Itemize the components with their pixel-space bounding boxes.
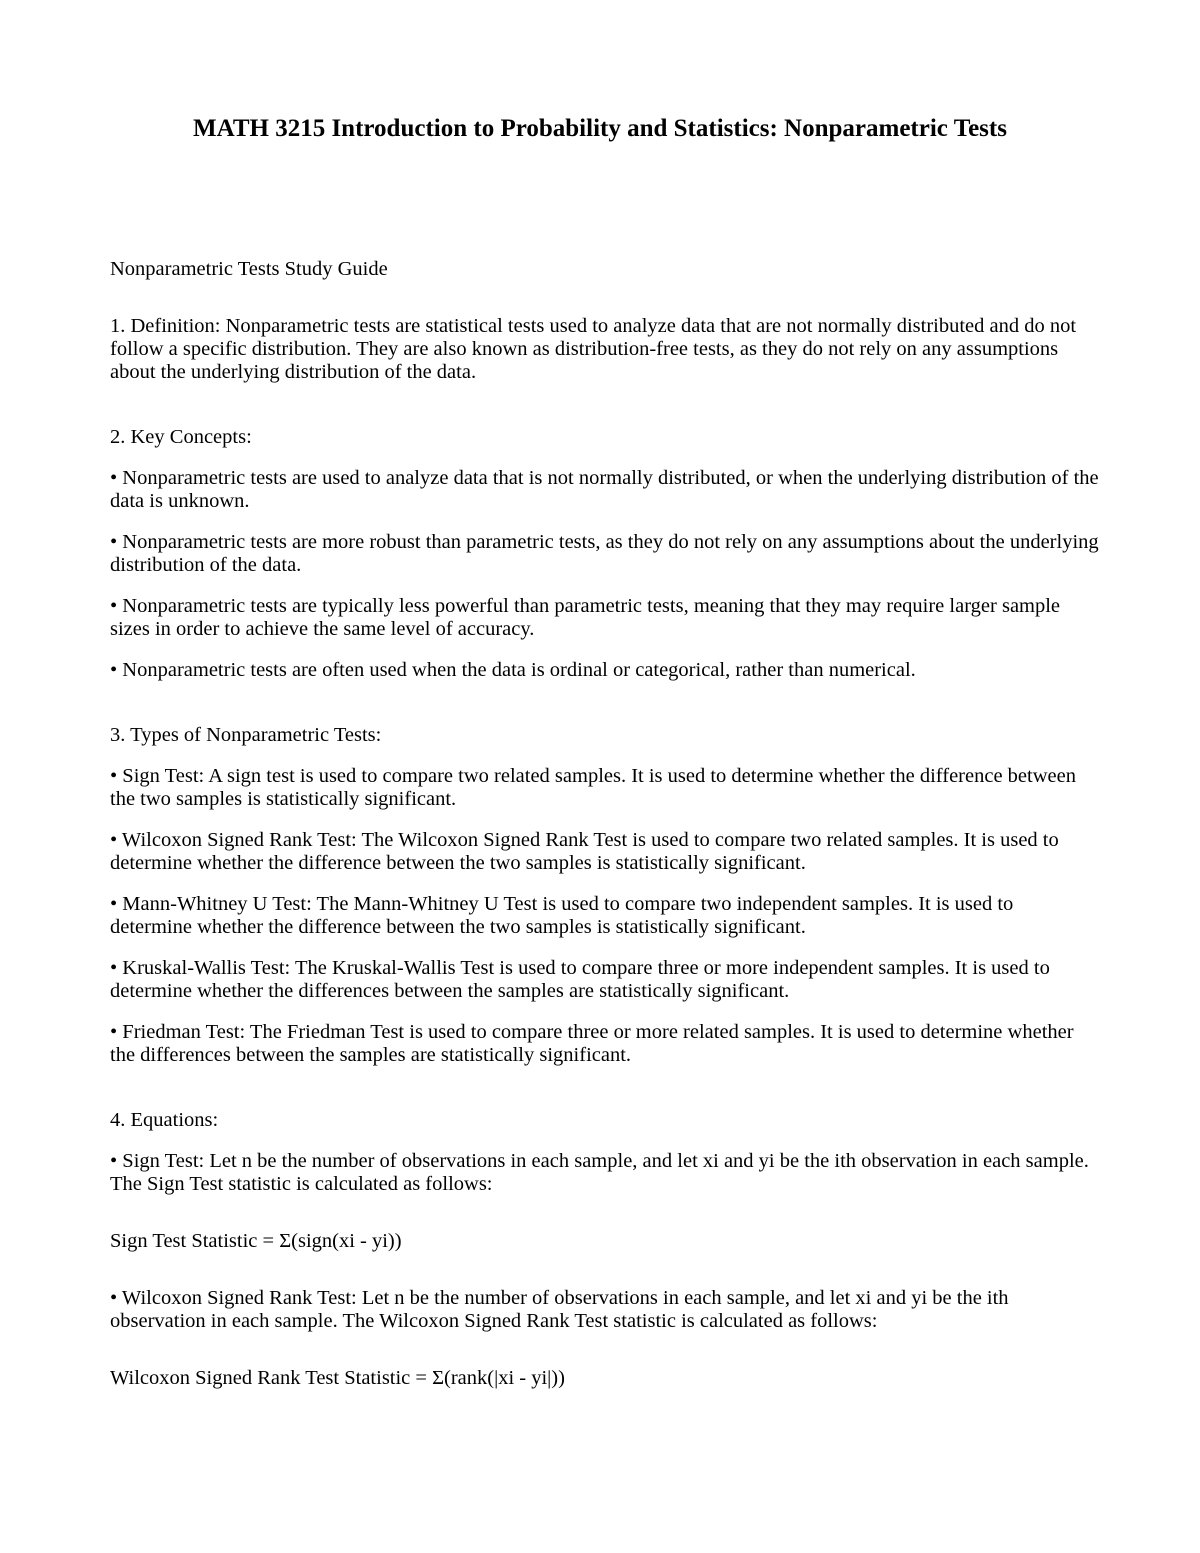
sign-test-formula: Sign Test Statistic = Σ(sign(xi - yi)) xyxy=(110,1230,402,1252)
test-type-item: • Mann-Whitney U Test: The Mann-Whitney U Test is used to compare two independent samples. It is used to determine whether the difference between the two samples is statistically significant. xyxy=(110,893,1014,938)
key-concept-item: • Nonparametric tests are typically less powerful than parametric tests, meaning that they may require larger sample sizes in order to achieve the same level of accuracy. xyxy=(110,595,1061,640)
wilcoxon-intro: • Wilcoxon Signed Rank Test: Let n be the number of observations in each sample, and let xi and yi be the ith observation in each sample. The Wilcoxon Signed Rank Test statistic is calculated as follows: xyxy=(110,1287,1009,1332)
document-body xyxy=(110,258,1100,1424)
test-types-heading: 3. Types of Nonparametric Tests: xyxy=(110,724,382,746)
test-type-item: • Sign Test: A sign test is used to compare two related samples. It is used to determine whether the difference between the two samples is statistically significant. xyxy=(110,765,1076,810)
key-concepts-heading: 2. Key Concepts: xyxy=(110,426,252,448)
key-concept-item: • Nonparametric tests are often used when the data is ordinal or categorical, rather than numerical. xyxy=(110,659,916,681)
definition-paragraph: 1. Definition: Nonparametric tests are statistical tests used to analyze data that are not normally distributed and do not follow a specific distribution. They are also known as distribution-free tests, as they do not rely on any assumptions about the underlying distribution of the data. xyxy=(110,315,1077,383)
sign-test-intro: • Sign Test: Let n be the number of observations in each sample, and let xi and yi be the ith observation in each sample. The Sign Test statistic is calculated as follows: xyxy=(110,1150,1089,1195)
test-type-item: • Wilcoxon Signed Rank Test: The Wilcoxon Signed Rank Test is used to compare two related samples. It is used to determine whether the difference between the two samples is statistically significant. xyxy=(110,829,1059,874)
study-guide-subtitle: Nonparametric Tests Study Guide xyxy=(110,258,388,280)
test-type-item: • Friedman Test: The Friedman Test is used to compare three or more related samples. It is used to determine whether the differences between the samples are statistically significant. xyxy=(110,1021,1074,1066)
test-type-item: • Kruskal-Wallis Test: The Kruskal-Wallis Test is used to compare three or more independent samples. It is used to determine whether the differences between the samples are statistically significant. xyxy=(110,957,1050,1002)
key-concept-item: • Nonparametric tests are used to analyze data that is not normally distributed, or when the underlying distribution of the data is unknown. xyxy=(110,467,1099,512)
wilcoxon-formula: Wilcoxon Signed Rank Test Statistic = Σ(rank(|xi - yi|)) xyxy=(110,1367,565,1389)
key-concept-item: • Nonparametric tests are more robust than parametric tests, as they do not rely on any assumptions about the underlying distribution of the data. xyxy=(110,531,1099,576)
equations-heading: 4. Equations: xyxy=(110,1109,219,1131)
document-title: MATH 3215 Introduction to Probability and Statistics: Nonparametric Tests xyxy=(193,115,1007,142)
